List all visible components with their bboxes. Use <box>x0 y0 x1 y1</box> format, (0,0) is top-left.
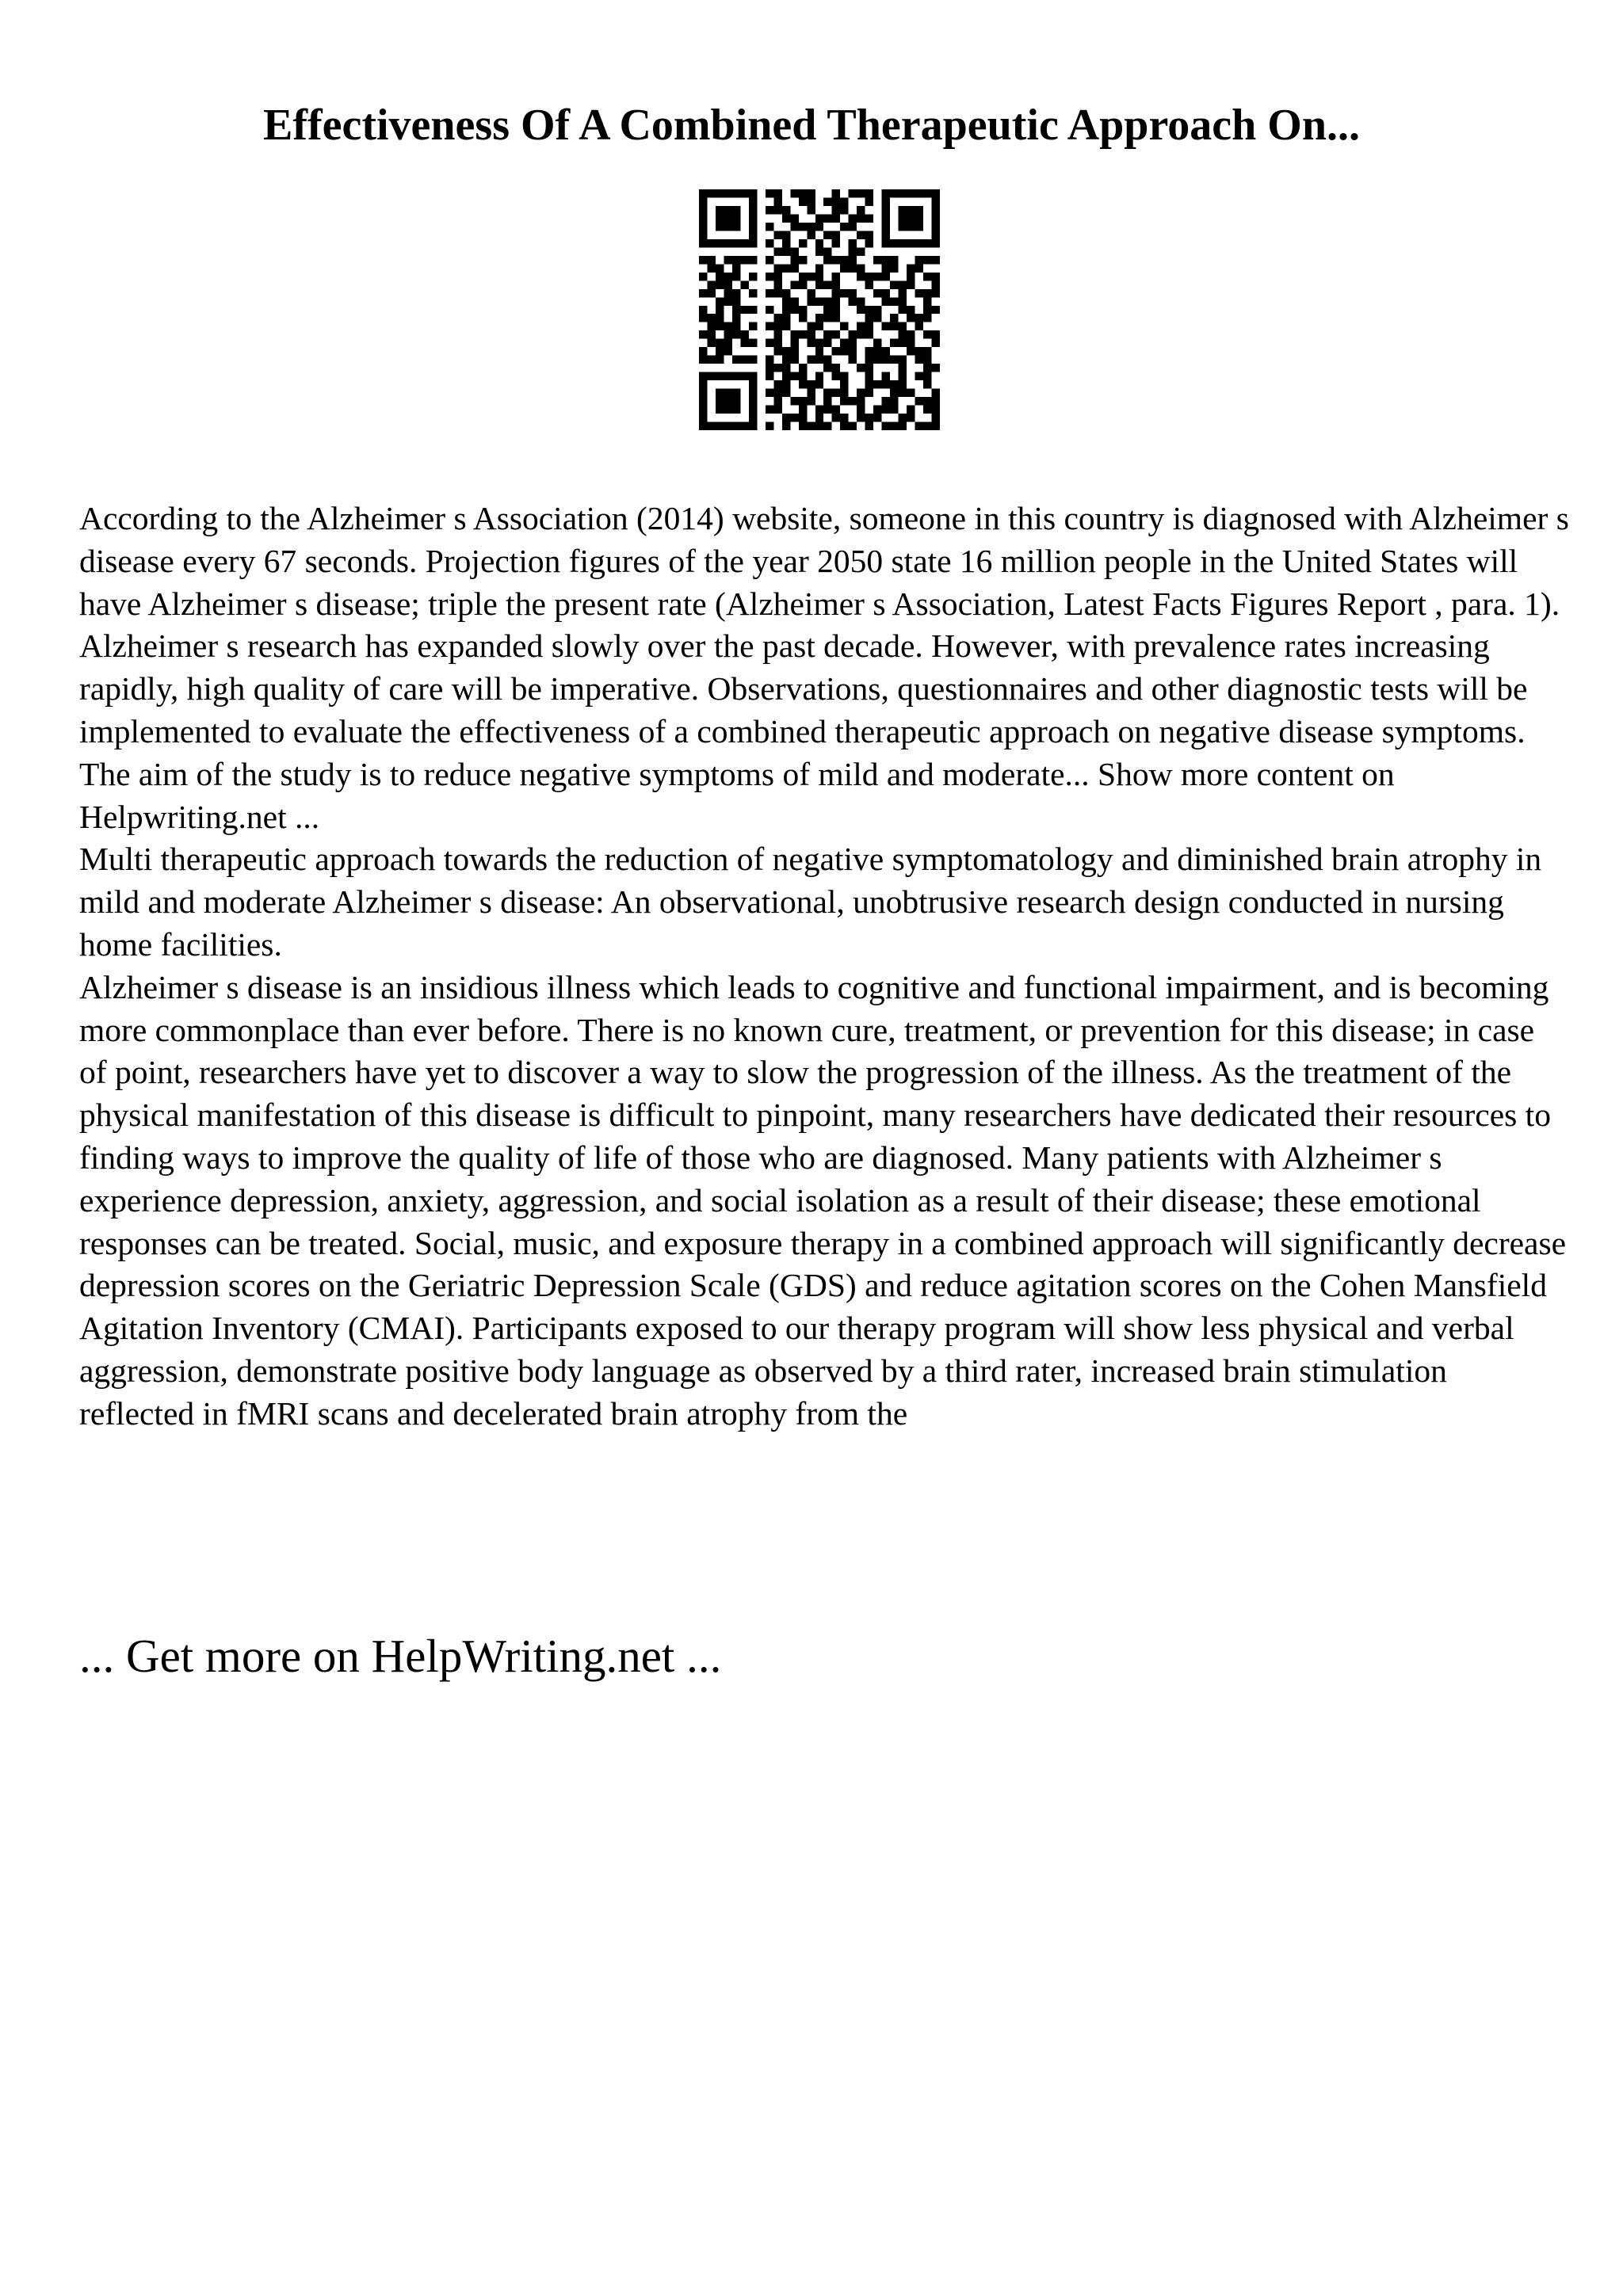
get-more-link[interactable]: ... Get more on HelpWriting.net ... <box>79 1630 722 1682</box>
qr-code-icon <box>699 189 940 430</box>
article-body <box>79 498 1569 1436</box>
paragraph-intro: According to the Alzheimer s Association (2014) website, someone in this country is diagnosed with Alzheimer s disease every 67 seconds. Projection figures of the year 2050 state 16 million people in the United States will have Alzheimer s disease; triple the present rate (Alzheimer s Association, Latest Facts Figures Report , para. 1). Alzheimer s research has expanded slowly over the past decade. However, with prevalence rates increasing rapidly, high quality of care will be imperative. Observations, questionnaires and other diagnostic tests will be implemented to evaluate the effectiveness of a combined therapeutic approach on negative disease symptoms. The aim of the study is to reduce negative symptoms of mild and moderate... Show more content on Helpwriting.net ... <box>79 500 1569 835</box>
document-title: Effectiveness Of A Combined Therapeutic Approach On... <box>262 101 1360 150</box>
paragraph-study-title: Multi therapeutic approach towards the reduction of negative symptomatology and diminished brain atrophy in mild and moderate Alzheimer s disease: An observational, unobtrusive research design conducted in nursing home facilities. <box>79 841 1542 963</box>
paragraph-abstract: Alzheimer s disease is an insidious illness which leads to cognitive and functional impairment, and is becoming more commonplace than ever before. There is no known cure, treatment, or prevention for this disease; in case of point, researchers have yet to discover a way to slow the progression of the illness. As the treatment of the physical manifestation of this disease is difficult to pinpoint, many researchers have dedicated their resources to finding ways to improve the quality of life of those who are diagnosed. Many patients with Alzheimer s experience depression, anxiety, aggression, and social isolation as a result of their disease; these emotional responses can be treated. Social, music, and exposure therapy in a combined approach will significantly decrease depression scores on the Geriatric Depression Scale (GDS) and reduce agitation scores on the Cohen Mansfield Agitation Inventory (CMAI). Participants exposed to our therapy program will show less physical and verbal aggression, demonstrate positive body language as observed by a third rater, increased brain stimulation reflected in fMRI scans and decelerated brain atrophy from the <box>79 968 1567 1432</box>
